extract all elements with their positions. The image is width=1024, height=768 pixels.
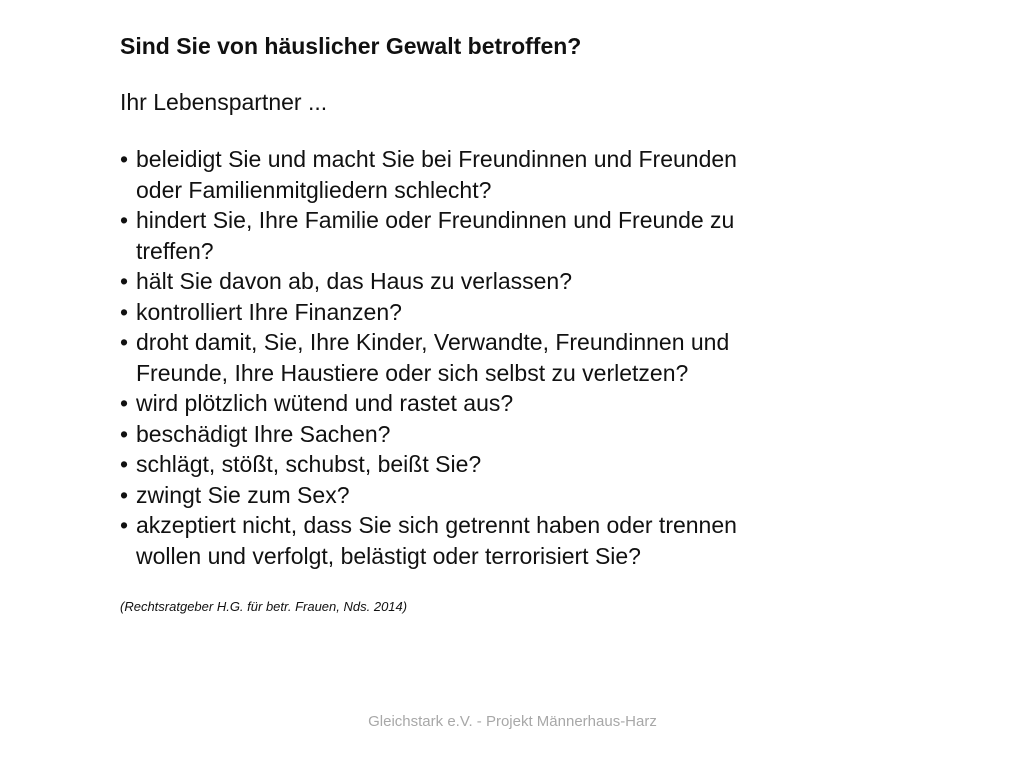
bullet-icon: • bbox=[120, 298, 129, 325]
intro-text: Ihr Lebenspartner ... bbox=[120, 89, 328, 115]
bullet-icon: • bbox=[120, 146, 129, 172]
bullet-text: wird plötzlich wütend und rastet aus? bbox=[136, 390, 514, 416]
bullet-item bbox=[120, 419, 780, 450]
bullet-list bbox=[120, 144, 780, 571]
bullet-text: schlägt, stößt, schubst, beißt Sie? bbox=[136, 451, 482, 477]
bullet-text: zwingt Sie zum Sex? bbox=[136, 481, 350, 508]
bullet-item bbox=[120, 205, 780, 266]
bullet-icon: • bbox=[120, 207, 129, 233]
bullet-text: hindert Sie, Ihre Familie oder Freundinnen und Freunde zu treffen? bbox=[136, 207, 735, 264]
bullet-item bbox=[120, 449, 780, 480]
footer-text: Gleichstark e.V. - Projekt Männerhaus-Harz bbox=[368, 713, 657, 730]
bullet-icon: • bbox=[120, 329, 129, 355]
bullet-item bbox=[120, 297, 780, 328]
bullet-item bbox=[120, 480, 780, 511]
bullet-item bbox=[120, 144, 780, 205]
bullet-text: beleidigt Sie und macht Sie bei Freundinnen und Freunden oder Familienmitgliedern schlecht? bbox=[136, 146, 737, 203]
bullet-text: beschädigt Ihre Sachen? bbox=[136, 420, 391, 447]
bullet-text: hält Sie davon ab, das Haus zu verlassen? bbox=[136, 268, 572, 294]
bullet-icon: • bbox=[120, 512, 129, 538]
bullet-item bbox=[120, 327, 780, 388]
bullet-item bbox=[120, 266, 780, 297]
bullet-icon: • bbox=[120, 390, 129, 416]
bullet-text: akzeptiert nicht, dass Sie sich getrennt haben oder trennen wollen und verfolgt, belästigt oder terrorisiert Sie? bbox=[136, 512, 737, 569]
slide-title: Sind Sie von häuslicher Gewalt betroffen? bbox=[120, 33, 582, 59]
bullet-text: kontrolliert Ihre Finanzen? bbox=[136, 298, 402, 325]
bullet-item bbox=[120, 388, 780, 419]
bullet-icon: • bbox=[120, 481, 129, 508]
bullet-icon: • bbox=[120, 451, 129, 477]
bullet-item bbox=[120, 510, 780, 571]
bullet-text: droht damit, Sie, Ihre Kinder, Verwandte, Freundinnen und Freunde, Ihre Haustiere oder sich selbst zu verletzen? bbox=[136, 329, 730, 386]
bullet-icon: • bbox=[120, 268, 129, 294]
bullet-icon: • bbox=[120, 420, 129, 447]
slide-content bbox=[120, 30, 780, 615]
source-citation: (Rechtsratgeber H.G. für betr. Frauen, Nds. 2014) bbox=[120, 599, 408, 614]
